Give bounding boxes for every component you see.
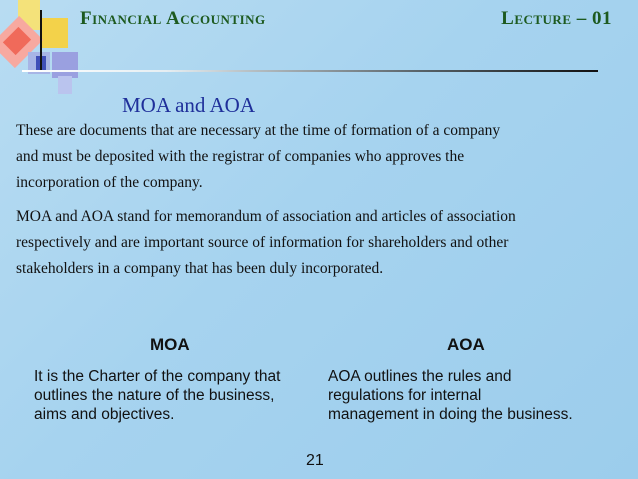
aoa-line-1: AOA outlines the rules and <box>328 368 512 385</box>
paragraph-2: MOA and AOA stand for memorandum of association and articles of association respectively and are important source of information for shareholders and other stakeholders in a company that has been duly incorporated. <box>16 208 516 277</box>
header-vertical-rule <box>40 10 42 72</box>
page-number: 21 <box>306 452 324 469</box>
aoa-description <box>328 367 628 424</box>
moa-line-2: outlines the nature of the business, <box>34 387 275 404</box>
header-divider <box>22 70 598 72</box>
lecture-label: Lecture – 01 <box>501 8 612 29</box>
moa-line-3: aims and objectives. <box>34 406 175 423</box>
aoa-line-2: regulations for internal <box>328 387 482 404</box>
moa-description <box>34 367 324 424</box>
course-title: Financial Accounting <box>80 8 266 29</box>
slide-title: MOA and AOA <box>122 93 256 117</box>
moa-line-1: It is the Charter of the company that <box>34 368 281 385</box>
paragraph-1: These are documents that are necessary at the time of formation of a company and must be deposited with the registrar of companies who approves the incorporation of the company. <box>16 122 501 191</box>
aoa-heading: AOA <box>447 335 485 354</box>
aoa-line-3: management in doing the business. <box>328 406 573 423</box>
moa-heading: MOA <box>150 335 190 354</box>
